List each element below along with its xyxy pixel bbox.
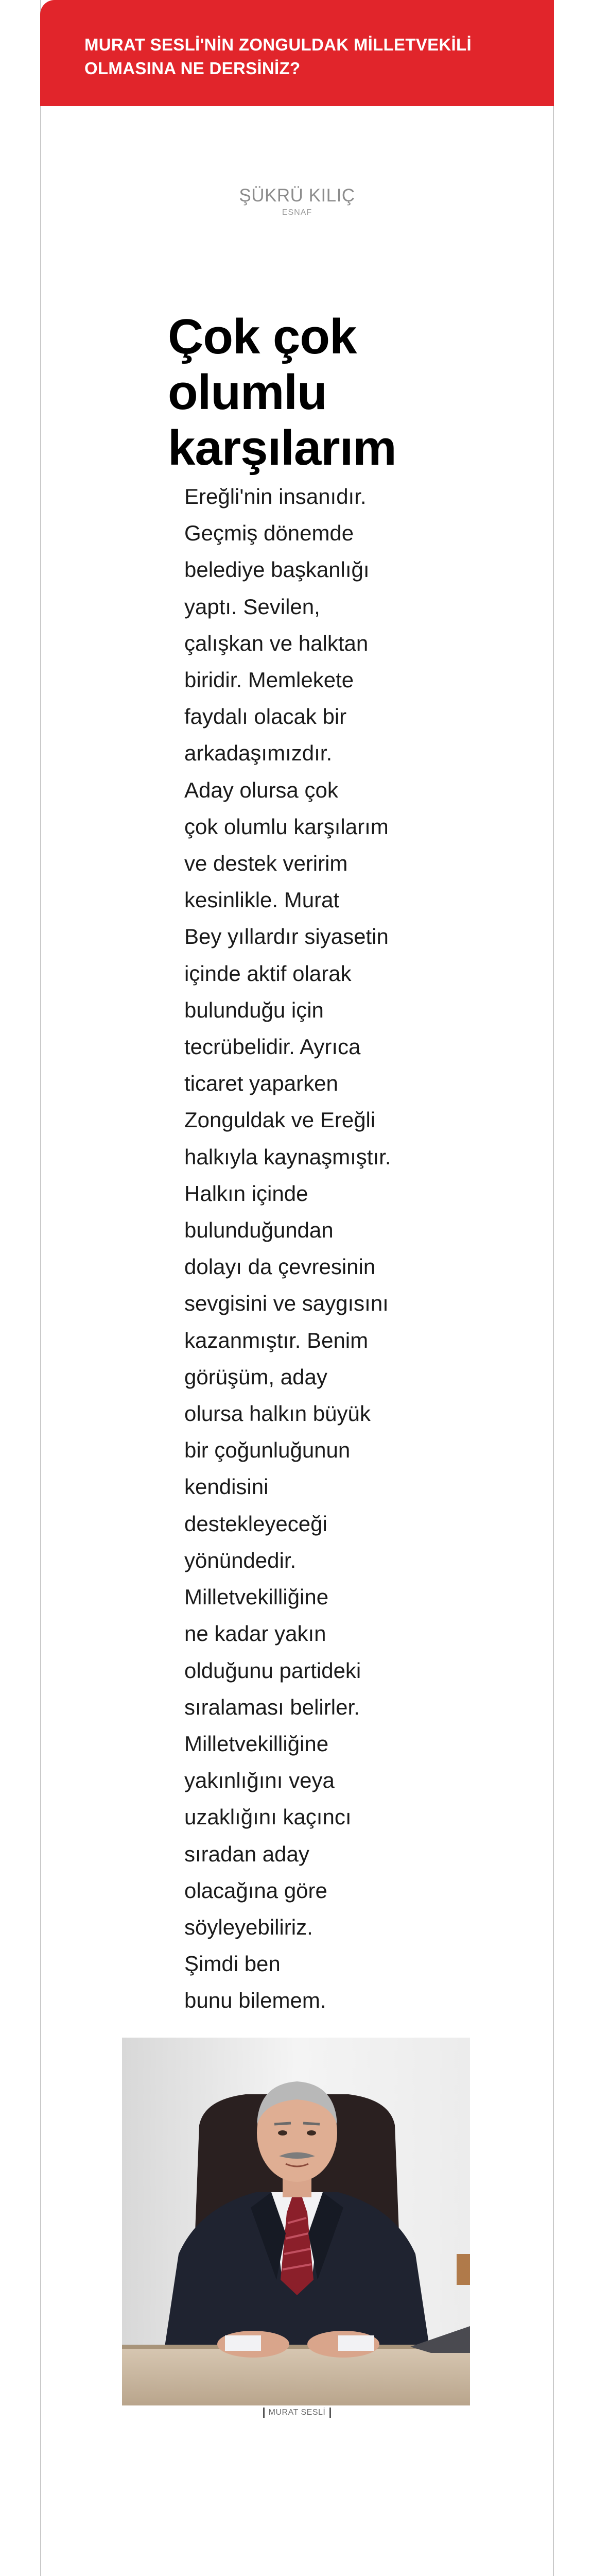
article-body: Ereğli'nin insanıdır. Geçmiş dönemde belediye başkanlığı yaptı. Sevilen, çalışkan ve halktan biridir. Memlekete faydalı olacak bir arkadaşımızdır. Aday olursa çok çok olumlu karşılarım ve destek veririm kesinlikle. Murat Bey yıllardır siyasetin içinde aktif olarak bulunduğu için tecrübelidir. Ayrıca ticaret yaparken Zonguldak ve Ereğli halkıyla kaynaşmıştır. Halkın içinde bulunduğundan dolayı da çevresinin sevgisini ve saygısını kazanmıştır. Benim görüşüm, aday olursa halkın büyük bir çoğunluğunun kendisini destekleyeceği yönündedir. Milletvekilliğine ne kadar yakın olduğunu partideki sıralaması belirler. Milletvekilliğine yakınlığını veya uzaklığını kaçıncı sıradan aday olacağına göre söyleyebiliriz. Şimdi ben bunu bilemem.	[184, 484, 391, 2013]
author-block	[40, 185, 554, 217]
author-title: ESNAF	[282, 208, 312, 217]
article-headline: Çok çok olumlu karşılarım	[168, 309, 396, 476]
portrait-photo	[122, 2038, 470, 2405]
photo-caption	[40, 2408, 554, 2418]
question-title: MURAT SESLİ'NİN ZONGULDAK MİLLETVEKİLİ OLMASINA NE DERSİNİZ?	[84, 35, 472, 78]
author-name: ŞÜKRÜ KILIÇ	[239, 185, 355, 206]
photo-caption-text: MURAT SESLİ	[263, 2408, 332, 2418]
portrait-illustration	[122, 2038, 470, 2405]
question-banner	[40, 0, 554, 106]
